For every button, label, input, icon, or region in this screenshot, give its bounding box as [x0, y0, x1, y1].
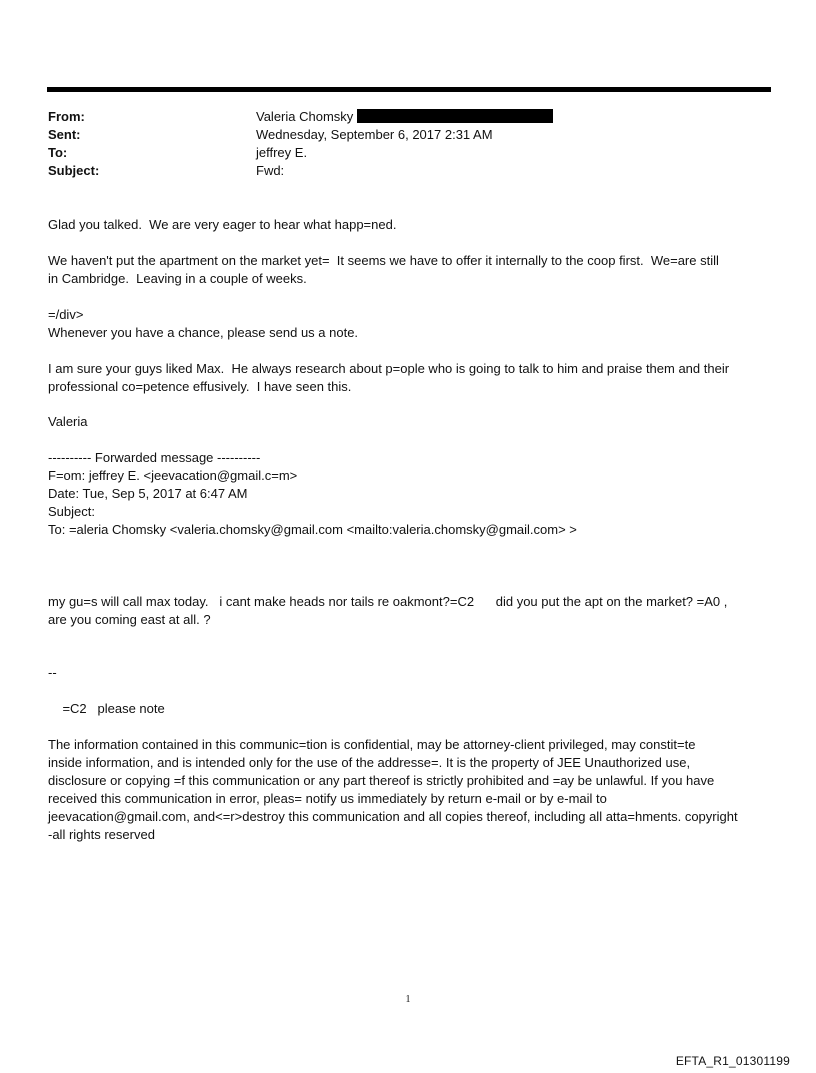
- body-line: are you coming east at all. ?: [48, 612, 211, 627]
- disclaimer-line: disclosure or copying =f this communication or any part thereof is strictly prohibited and =ay be unlawful. If you have: [48, 773, 715, 788]
- message-body: [48, 360, 774, 396]
- redaction-bar: [357, 109, 553, 123]
- body-line: in Cambridge. Leaving in a couple of weeks.: [48, 271, 307, 286]
- body-line: We haven't put the apartment on the market yet= It seems we have to offer it internally to the coop first. We=are still: [48, 253, 719, 268]
- message-body: [48, 216, 774, 234]
- disclaimer-line: inside information, and is intended only for the use of the addresse=. It is the property of JEE Unauthorized use,: [48, 755, 691, 770]
- message-body: [48, 252, 774, 288]
- body-line: Valeria: [48, 414, 88, 429]
- sent-label: Sent:: [48, 127, 81, 142]
- page-number: 1: [405, 994, 411, 1005]
- subject-value: Fwd:: [256, 163, 285, 178]
- disclaimer-line: The information contained in this communic=tion is confidential, may be attorney-client privileged, may constit=te: [48, 737, 696, 752]
- body-line: Glad you talked. We are very eager to hear what happ=ned.: [48, 217, 397, 232]
- signature-separator: [48, 664, 774, 682]
- body-line: =C2 please note: [48, 701, 165, 716]
- body-line: my gu=s will call max today. i cant make heads nor tails re oakmont?=C2 did you put the apt on the market? =A0 ,: [48, 594, 728, 609]
- disclaimer-line: jeevacation@gmail.com, and<=r>destroy this communication and all copies thereof, including all atta=hments. copyright: [48, 809, 738, 824]
- body-line: =/div>: [48, 307, 84, 322]
- sent-value: Wednesday, September 6, 2017 2:31 AM: [256, 127, 493, 142]
- forward-from: F=om: jeffrey E. <jeevacation@gmail.c=m>: [48, 468, 298, 483]
- header-rule: [47, 87, 771, 92]
- note-line: [48, 700, 774, 718]
- to-value: jeffrey E.: [256, 145, 308, 160]
- forward-to: To: =aleria Chomsky <valeria.chomsky@gmail.com <mailto:valeria.chomsky@gmail.com> >: [48, 522, 577, 537]
- subject-label: Subject:: [48, 163, 100, 178]
- to-label: To:: [48, 145, 68, 160]
- from-name: Valeria Chomsky: [256, 109, 354, 124]
- bates-stamp: EFTA_R1_01301199: [675, 1054, 790, 1068]
- forward-subject: Subject:: [48, 504, 95, 519]
- disclaimer: [48, 736, 774, 844]
- forwarded-message: [48, 593, 774, 629]
- forwarded-header: [48, 449, 774, 539]
- signature-name: [48, 413, 774, 431]
- body-line: Whenever you have a chance, please send us a note.: [48, 325, 359, 340]
- body-line: I am sure your guys liked Max. He always research about p=ople who is going to talk to him and praise them and their: [48, 361, 730, 376]
- forward-divider: ---------- Forwarded message ----------: [48, 450, 261, 465]
- message-body: [48, 306, 774, 342]
- disclaimer-line: received this communication in error, pleas= notify us immediately by return e-mail or by e-mail to: [48, 791, 607, 806]
- from-label: From:: [48, 109, 85, 124]
- body-line: --: [48, 665, 57, 680]
- body-line: professional co=petence effusively. I have seen this.: [48, 379, 352, 394]
- from-value: [256, 108, 553, 126]
- disclaimer-line: -all rights reserved: [48, 827, 155, 842]
- forward-date: Date: Tue, Sep 5, 2017 at 6:47 AM: [48, 486, 248, 501]
